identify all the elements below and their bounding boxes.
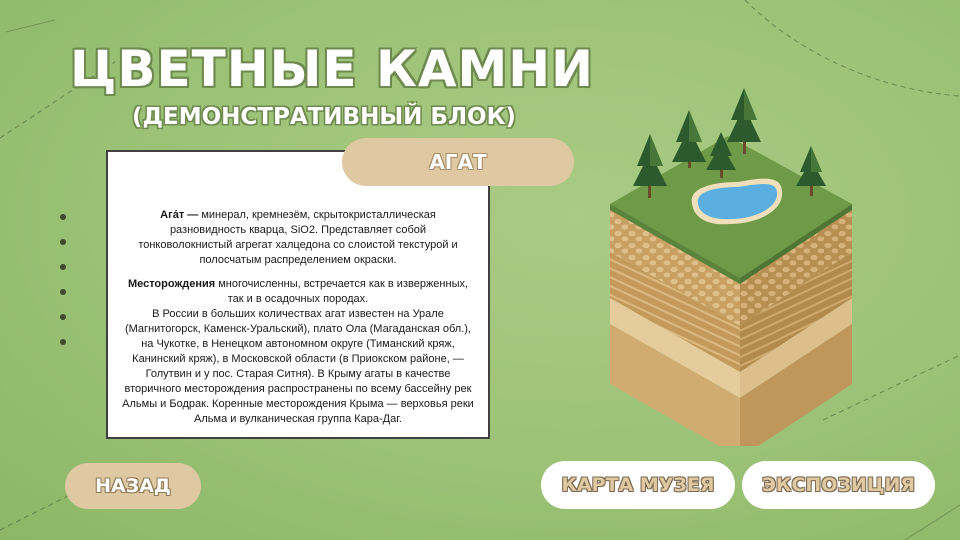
- dot-icon: [60, 239, 66, 245]
- deposits-term: Месторождения: [127, 278, 216, 290]
- info-card: [106, 150, 490, 439]
- dot-icon: [60, 314, 66, 320]
- russia-deposits-paragraph: В России в больших количествах агат известен на Урале (Магнитогорск, Каменск-Уральский), плато Ола (Магаданская обл.), на Чукотке, в Ненецком автономном округе (Тиманский кряж, Канинский кряж), в Московской области (в Приокском районе, — Голутвин и у пос. Старая Ситня). В Крыму агаты в качестве вторичного месторождения распространены по всему бассейну рек Альмы и Бодрак. Коренные месторождения Крыма — верховья реки Альма и вулканическая группа Кара-Даг.: [122, 308, 474, 425]
- definition-term: Ага́т —: [160, 209, 199, 221]
- museum-map-button[interactable]: КАРТА МУЗЕЯ: [541, 461, 735, 509]
- dot-icon: [60, 339, 66, 345]
- dot-icon: [60, 289, 66, 295]
- definition-paragraph: [122, 208, 474, 268]
- page-subtitle: (ДЕМОНСТРАТИВНЫЙ БЛОК): [132, 104, 516, 130]
- dot-icon: [60, 214, 66, 220]
- dot-icon: [60, 264, 66, 270]
- mineral-name-tag: АГАТ: [342, 138, 574, 186]
- back-button[interactable]: НАЗАД: [65, 463, 201, 509]
- bullet-dots: [60, 214, 70, 364]
- exposition-button[interactable]: ЭКСПОЗИЦИЯ: [742, 461, 935, 509]
- deposits-paragraph: [122, 277, 474, 307]
- deposits-text: многочисленны, встречается как в изверженных, так и в осадочных породах.: [215, 278, 469, 305]
- page-title: ЦВЕТНЫЕ КАМНИ: [70, 40, 594, 98]
- definition-text: минерал, кремнезём, скрытокристаллическая разновидность кварца, SiO2. Представляет собой тонковолокнистый агрегат халцедона со слоистой текстурой и полосчатым распределением окраски.: [138, 209, 458, 266]
- soil-layers-illustration: [600, 86, 860, 446]
- info-card-text: [122, 208, 474, 436]
